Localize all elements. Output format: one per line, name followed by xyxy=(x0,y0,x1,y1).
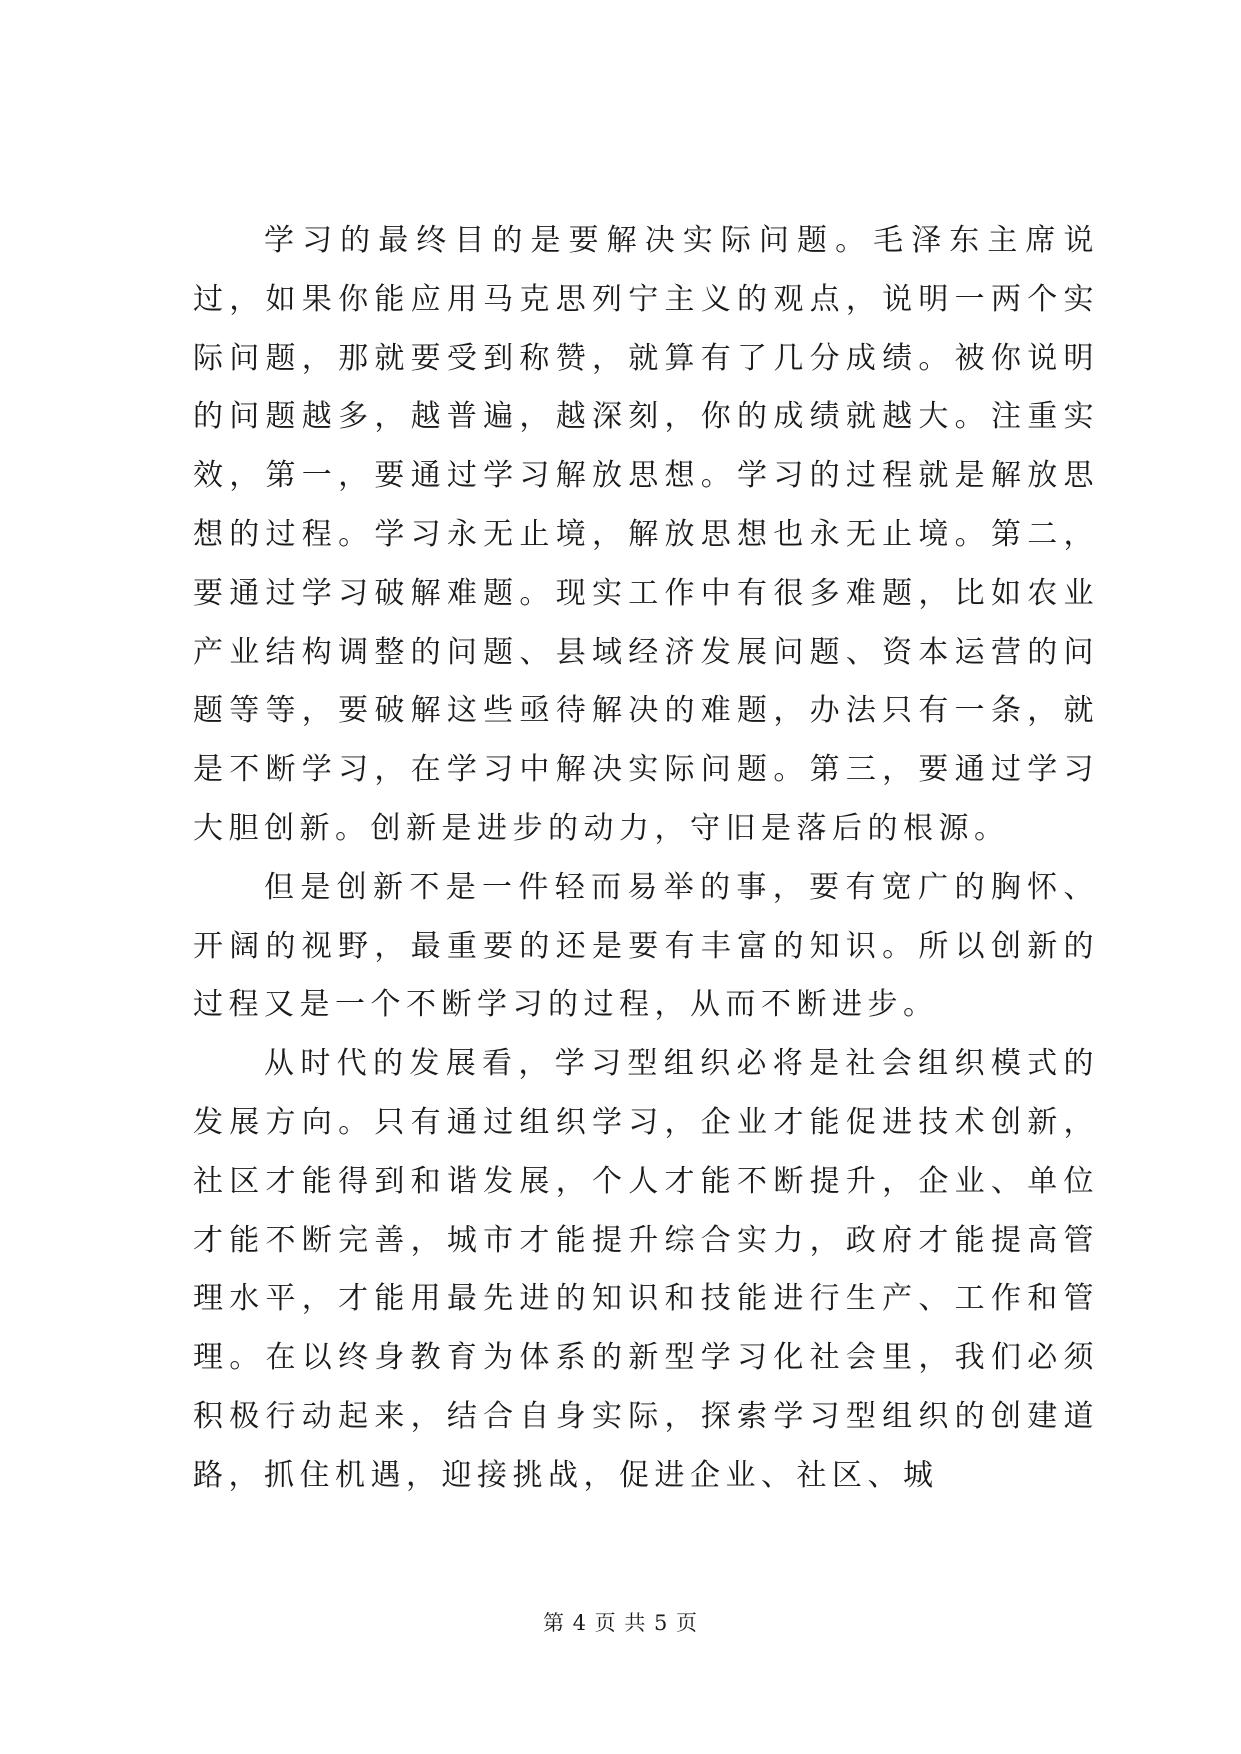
paragraph-2: 但是创新不是一件轻而易举的事，要有宽广的胸怀、开阔的视野，最重要的还是要有丰富的知识。所以创新的过程又是一个不断学习的过程，从而不断进步。 xyxy=(193,869,1099,1023)
paragraph-1: 学习的最终目的是要解决实际问题。毛泽东主席说过，如果你能应用马克思列宁主义的观点，说明一两个实际问题，那就要受到称赞，就算有了几分成绩。被你说明的问题越多，越普遍，越深刻，你的成绩就越大。注重实效，第一，要通过学习解放思想。学习的过程就是解放思想的过程。学习永无止境，解放思想也永无止境。第二，要通过学习破解难题。现实工作中有很多难题，比如农业产业结构调整的问题、县域经济发展问题、资本运营的问题等等，要破解这些亟待解决的难题，办法只有一条，就是不断学习，在学习中解决实际问题。第三，要通过学习大胆创新。创新是进步的动力，守旧是落后的根源。 xyxy=(193,223,1099,846)
paragraph-3: 从时代的发展看，学习型组织必将是社会组织模式的发展方向。只有通过组织学习，企业才能促进技术创新，社区才能得到和谐发展，个人才能不断提升，企业、单位才能不断完善，城市才能提升综合实力，政府才能提高管理水平，才能用最先进的知识和技能进行生产、工作和管理。在以终身教育为体系的新型学习化社会里，我们必须积极行动起来，结合自身实际，探索学习型组织的创建道路，抓住机遇，迎接挑战，促进企业、社区、城 xyxy=(193,1046,1099,1493)
page-number-label: 第 4 页 共 5 页 xyxy=(542,1611,699,1635)
page-footer xyxy=(0,1608,1241,1638)
document-body xyxy=(193,212,1099,1506)
